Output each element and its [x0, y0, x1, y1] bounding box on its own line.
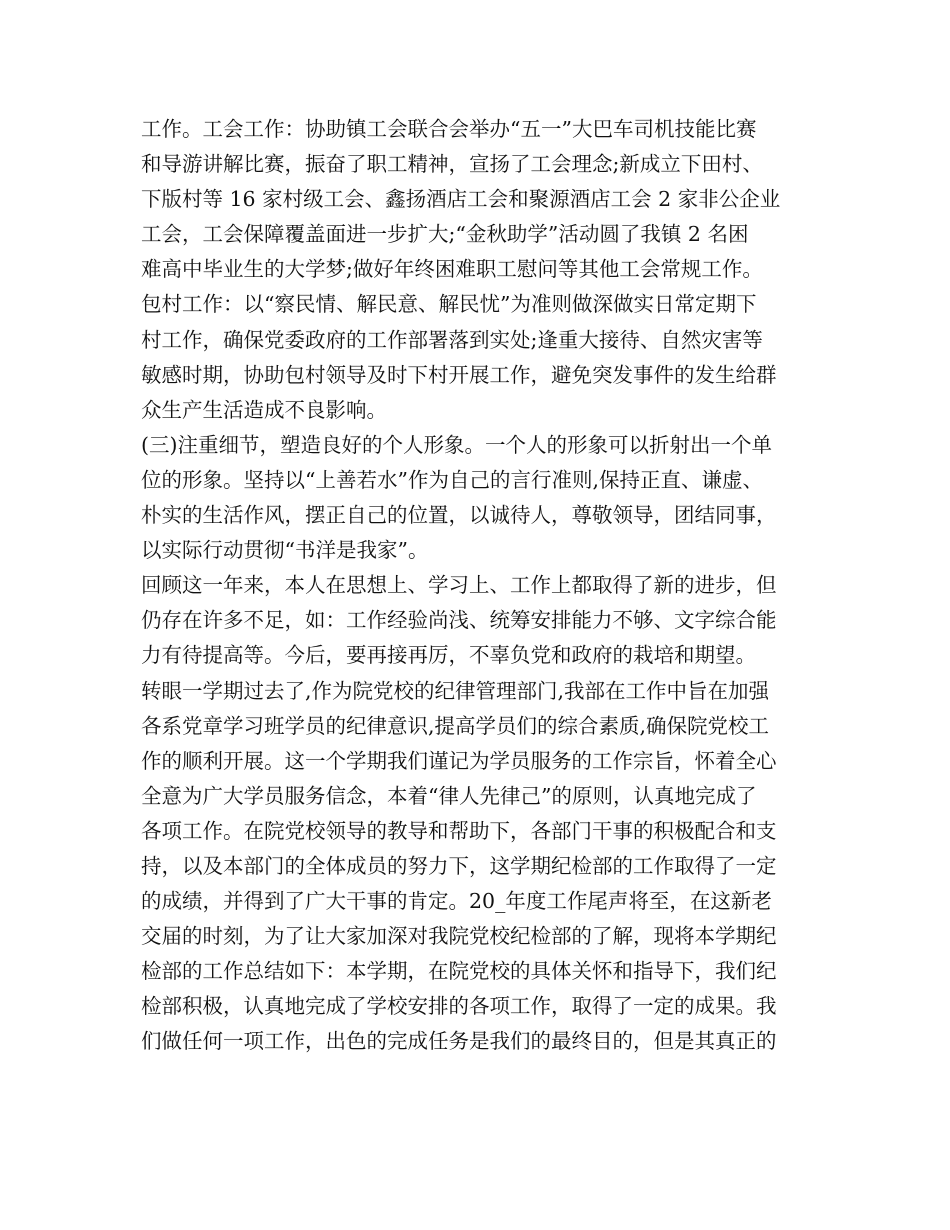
text-line-6: 包村工作：以“察民情、解民意、解民忧”为准则做深做实日常定期下: [141, 292, 757, 317]
body-text: [141, 112, 831, 1060]
text-line-21: 各项工作。在院党校领导的教导和帮助下，各部门干事的积极配合和支: [141, 818, 777, 843]
text-line-13: 以实际行动贯彻“书洋是我家”。: [141, 538, 429, 563]
text-line-9: 众生产生活造成不良影响。: [141, 397, 387, 422]
text-line-12: 朴实的生活作风，摆正自己的位置，以诚待人，尊敬领导，团结同事，: [141, 503, 777, 528]
text-line-14: 回顾这一年来，本人在思想上、学习上、工作上都取得了新的进步，但: [141, 573, 777, 598]
text-line-10: (三)注重细节，塑造良好的个人形象。一个人的形象可以折射出一个单: [141, 432, 772, 457]
text-line-4: 工会，工会保障覆盖面进一步扩大;“金秋助学”活动圆了我镇 2 名困: [141, 222, 749, 247]
text-line-7: 村工作，确保党委政府的工作部署落到实处;逢重大接待、自然灾害等: [141, 327, 763, 352]
text-line-17: 转眼一学期过去了,作为院党校的纪律管理部门,我部在工作中旨在加强: [141, 678, 770, 703]
text-line-1: 工作。工会工作：协助镇工会联合会举办“五一”大巴车司机技能比赛: [141, 117, 757, 141]
text-line-23: 的成绩，并得到了广大干事的肯定。20_年度工作尾声将至，在这新老: [141, 889, 772, 914]
text-line-18: 各系党章学习班学员的纪律意识,提高学员们的综合素质,确保院党校工: [141, 713, 770, 738]
text-line-16: 力有待提高等。今后，要再接再厉，不辜负党和政府的栽培和期望。: [141, 643, 756, 668]
text-line-27: 们做任何一项工作，出色的完成任务是我们的最终目的，但是其真正的: [141, 1029, 777, 1054]
text-line-15: 仍存在许多不足，如：工作经验尚浅、统筹安排能力不够、文字综合能: [141, 608, 777, 633]
text-line-25: 检部的工作总结如下：本学期，在院党校的具体关怀和指导下，我们纪: [141, 959, 777, 984]
text-line-3: 下版村等 16 家村级工会、鑫扬酒店工会和聚源酒店工会 2 家非公企业: [141, 187, 781, 212]
text-line-20: 全意为广大学员服务信念，本着“律人先律己”的原则，认真地完成了: [141, 783, 757, 808]
text-line-24: 交届的时刻，为了让大家加深对我院党校纪检部的了解，现将本学期纪: [141, 924, 777, 949]
text-line-2: 和导游讲解比赛，振奋了职工精神，宣扬了工会理念;新成立下田村、: [141, 152, 763, 177]
text-line-11: 位的形象。坚持以“上善若水”作为自己的言行准则,保持正直、谦虚、: [141, 467, 763, 492]
text-line-26: 检部积极，认真地完成了学校安排的各项工作，取得了一定的成果。我: [141, 994, 777, 1019]
text-line-19: 作的顺利开展。这一个学期我们谨记为学员服务的工作宗旨，怀着全心: [141, 748, 777, 773]
text-line-5: 难高中毕业生的大学梦;做好年终困难职工慰问等其他工会常规工作。: [141, 257, 763, 282]
text-line-8: 敏感时期，协助包村领导及时下村开展工作，避免突发事件的发生给群: [141, 362, 777, 387]
text-line-22: 持，以及本部门的全体成员的努力下，这学期纪检部的工作取得了一定: [141, 853, 777, 878]
